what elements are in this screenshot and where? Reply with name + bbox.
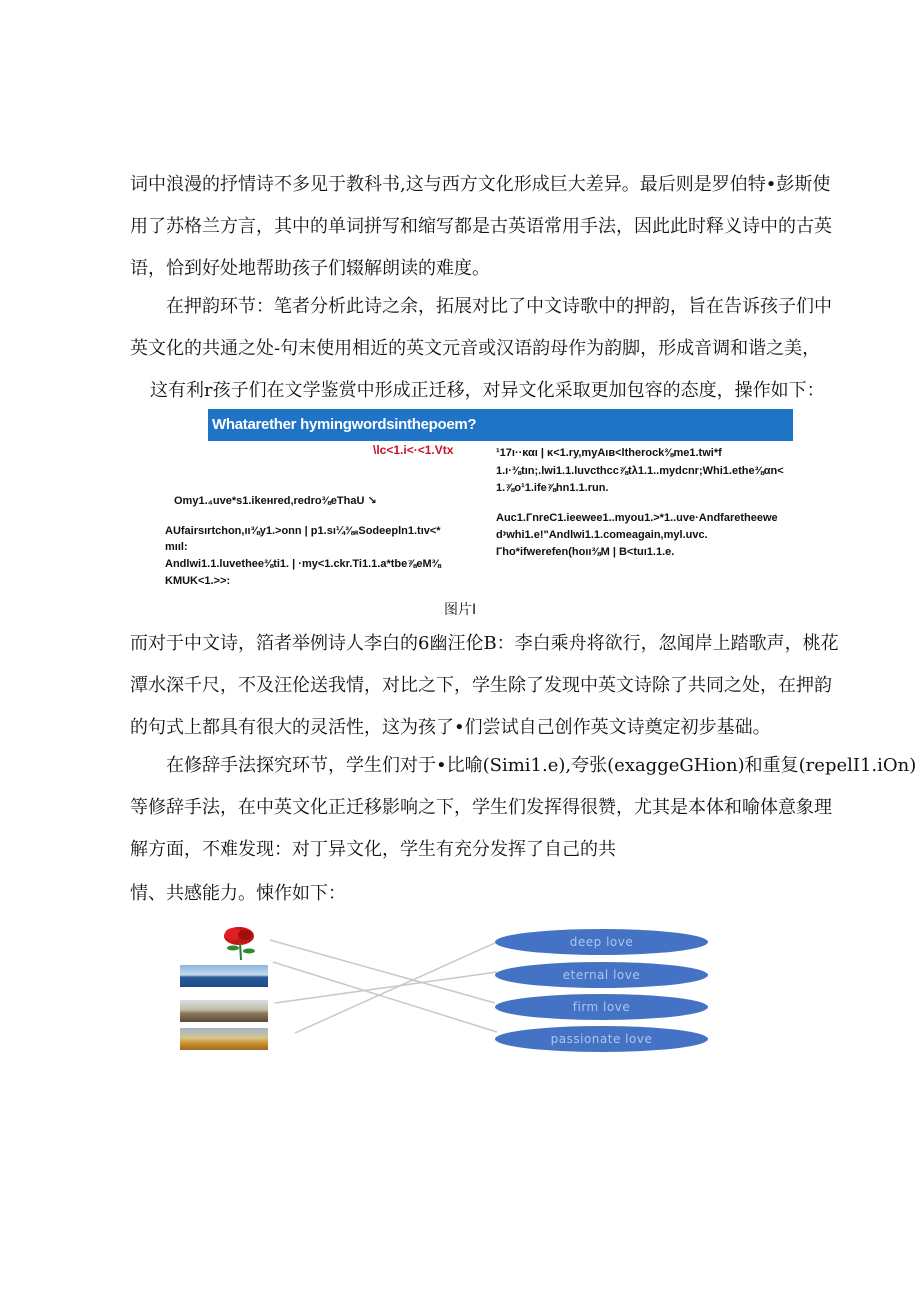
poem-line: Omy1.₄uve*s1.ikeнred,redro⅜eThaU ↘ xyxy=(174,495,377,507)
paragraph-3 xyxy=(130,623,839,749)
text-line: 的句式上都具有很大的灵活性，这为孩了•们尝试自己创作英文诗奠定初步基础。 xyxy=(130,717,771,738)
text-line: 在押韵环节：笔者分析此诗之余，拓展对比了中文诗歌中的押韵，旨在告诉孩子们中 xyxy=(166,296,832,317)
text-line: 用了苏格兰方言，其中的单词拼写和缩写都是古英语常用手法，因此此时释义诗中的古英 xyxy=(130,216,832,237)
text-line: 词中浪漫的抒情诗不多见于教科书,这与西方文化形成巨大差异。最后则是罗伯特•彭斯使 xyxy=(130,174,831,195)
oval-deep-love: deep love xyxy=(495,929,708,955)
poem-line: 1.ı·⅜tın;.lwi1.1.luvcthcc⅞tλ1.1..mydcnr;Whi1.ethe⅜αn< xyxy=(496,465,784,477)
rock-image xyxy=(180,1000,268,1022)
desert-image xyxy=(180,1028,268,1050)
poem-line: ¹17ı··και | κ<1.ry,myAıв<ltherock⅜me1.twi*f xyxy=(496,447,722,459)
rose-image xyxy=(213,926,268,960)
figure-caption: 图片I xyxy=(444,602,477,618)
text-line: 英文化的共通之处-句末使用相近的英文元音或汉语韵母作为韵脚，形成音调和谐之美， xyxy=(130,338,821,359)
text-line: 潭水深千尺，不及汪伦送我情，对比之下，学生除了发现中英文诗除了共同之处，在押韵 xyxy=(130,675,832,696)
text-line: 语，恰到好处地帮助孩子们辍解朗读的难度。 xyxy=(130,258,490,279)
poem-line: Гho*ifwerefen(hoıı⅜M | B<tuı1.1.e. xyxy=(496,546,675,558)
sea-image xyxy=(180,965,268,987)
rose-icon xyxy=(213,926,268,960)
poem-line: mıιl: xyxy=(165,541,188,553)
text-line: 情、共感能力。悚作如下： xyxy=(130,883,346,904)
rhyming-words-figure xyxy=(165,409,795,594)
poem-line: Auc1.ГnreC1.ieewee1..myou1.>*1..uve·Andfaretheewe xyxy=(496,512,778,524)
text-line: 等修辞手法，在中英文化正迁移影响之下，学生们发挥得很赞，尤其是本体和喻体意象理 xyxy=(130,797,832,818)
text-line: 而对于中文诗，箔者举例诗人李白的6幽汪伦B：李白乘舟将欲行，忽闻岸上踏歌声，桃花 xyxy=(130,633,839,654)
matching-figure xyxy=(175,920,720,1058)
paragraph-2 xyxy=(130,286,832,412)
poem-line: Andlwi1.1.luvethee⅜ti1. | ·my<1.ckr.Ti1.1.a*tbe⅞eM⅜ xyxy=(165,558,441,570)
poem-line: 1.⅞o¹1.ife⅞hn1.1.run. xyxy=(496,482,609,494)
poem-line: d᠈whi1.e!"Andlwi1.1.comeagain,myl.uvc. xyxy=(496,529,708,541)
text-line: 这有利r孩子们在文学鉴赏中形成正迁移，对异文化采取更加包容的态度，操作如下： xyxy=(150,380,825,401)
paragraph-1 xyxy=(130,164,832,290)
poem-line: KMUK<1.>>: xyxy=(165,575,231,587)
oval-firm-love: firm love xyxy=(495,994,708,1020)
text-line: 在修辞手法探究环节，学生们对于•比喻(Simi1.e),夸张(exaggeGHion)和重复(repelI1.iOn) xyxy=(166,755,917,776)
oval-eternal-love: eternal love xyxy=(495,962,708,988)
oval-passionate-love: passionate love xyxy=(495,1026,708,1052)
paragraph-4 xyxy=(130,745,917,871)
figure-banner: Whatarether hymingwordsinthepoem? xyxy=(208,409,793,441)
poem-line: AUfairsırtchon,ıı⅜y1.>onn | p1.sı¼⅜ₐSodeepln1.tıv<* xyxy=(165,525,441,537)
paragraph-4-tail xyxy=(130,873,795,915)
text-line: 解方面，不难发现：对丁异文化，学生有充分发挥了自己的共 xyxy=(130,839,616,860)
red-label: \lc<1.i<·<1.Vtx xyxy=(373,443,454,457)
